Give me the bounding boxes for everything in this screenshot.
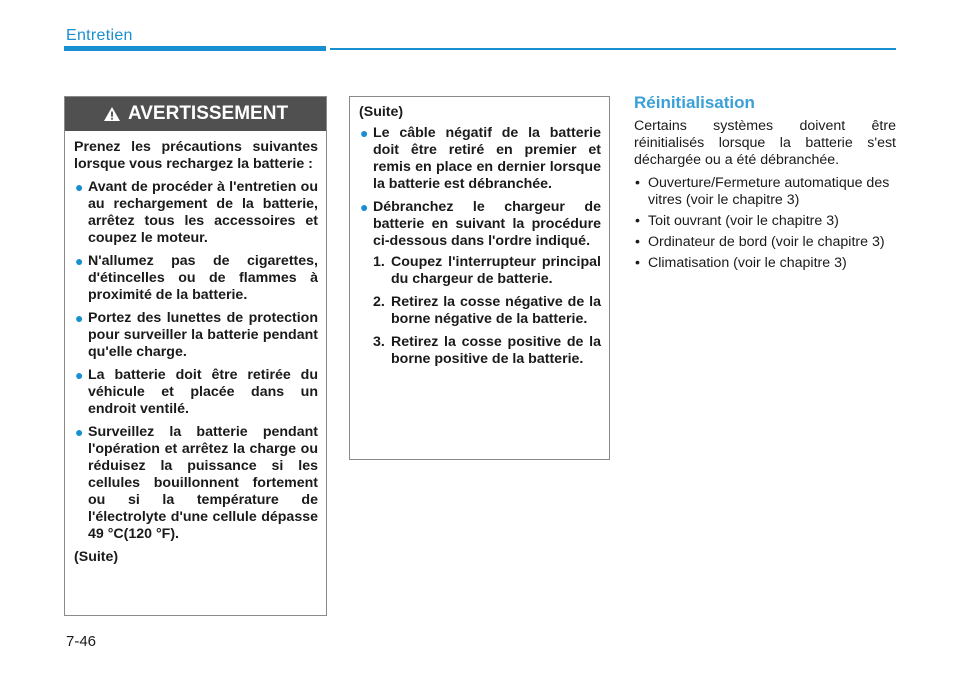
continued-item: ● Débranchez le chargeur de batterie en suivant la procédure ci-dessous dans l'ordre indiqué. 1. Coupez l'interrupteur principal du chargeur de batterie. 2. Retirez la cosse négative de la borne négative de la batterie. 3. Retirez la cosse positive de la borne positive de la batterie.	[360, 199, 601, 367]
continued-heading: (Suite)	[359, 104, 404, 120]
reinit-heading: Réinitialisation	[634, 93, 755, 112]
warning-title: AVERTISSEMENT	[127, 103, 289, 124]
section-title: Entretien	[66, 27, 133, 44]
step-item: 1. Coupez l'interrupteur principal du chargeur de batterie.	[373, 254, 601, 287]
continued-item: ● Le câble négatif de la batterie doit être retiré en premier et remis en place en dernier lorsque la batterie est débranchée.	[360, 125, 601, 192]
reinit-item: • Toit ouvrant (voir le chapitre 3)	[635, 213, 839, 229]
reinit-intro: Certains systèmes doivent être réinitialisés lorsque la batterie s'est déchargée ou a été débranchée.	[634, 118, 896, 168]
continued-label: (Suite)	[74, 549, 119, 565]
page-number: 7-46	[66, 633, 97, 650]
warning-header	[65, 97, 326, 131]
warning-item: ● La batterie doit être retirée du véhicule et placée dans un endroit ventilé.	[75, 367, 318, 417]
warning-item: ● Avant de procéder à l'entretien ou au rechargement de la batterie, arrêtez tous les accessoires et coupez le moteur.	[75, 179, 318, 246]
step-item: 2. Retirez la cosse négative de la borne négative de la batterie.	[373, 294, 601, 327]
warning-item: ● N'allumez pas de cigarettes, d'étincelles ou de flammes à proximité de la batterie.	[75, 253, 318, 303]
reinit-item: • Ordinateur de bord (voir le chapitre 3)	[635, 234, 885, 250]
warning-triangle-icon	[103, 106, 121, 122]
header-rule-thick	[64, 46, 326, 51]
warning-box	[64, 96, 327, 616]
reinit-section	[634, 118, 896, 276]
warning-item: ● Surveillez la batterie pendant l'opération et arrêtez la charge ou réduisez la puissance si les cellules bouillonnent fortement ou si la température de l'électrolyte d'une cellule dépasse 49 °C(120 °F).	[75, 424, 318, 542]
continued-box	[349, 96, 610, 460]
warning-item: ● Portez des lunettes de protection pour surveiller la batterie pendant qu'elle charge.	[75, 310, 318, 360]
step-item: 3. Retirez la cosse positive de la borne positive de la batterie.	[373, 334, 601, 367]
reinit-item: • Ouverture/Fermeture automatique des vitres (voir le chapitre 3)	[635, 175, 890, 208]
warning-intro: Prenez les précautions suivantes lorsque vous rechargez la batterie :	[74, 139, 318, 172]
header-rule-thin	[330, 48, 896, 50]
reinit-item: • Climatisation (voir le chapitre 3)	[635, 255, 847, 271]
